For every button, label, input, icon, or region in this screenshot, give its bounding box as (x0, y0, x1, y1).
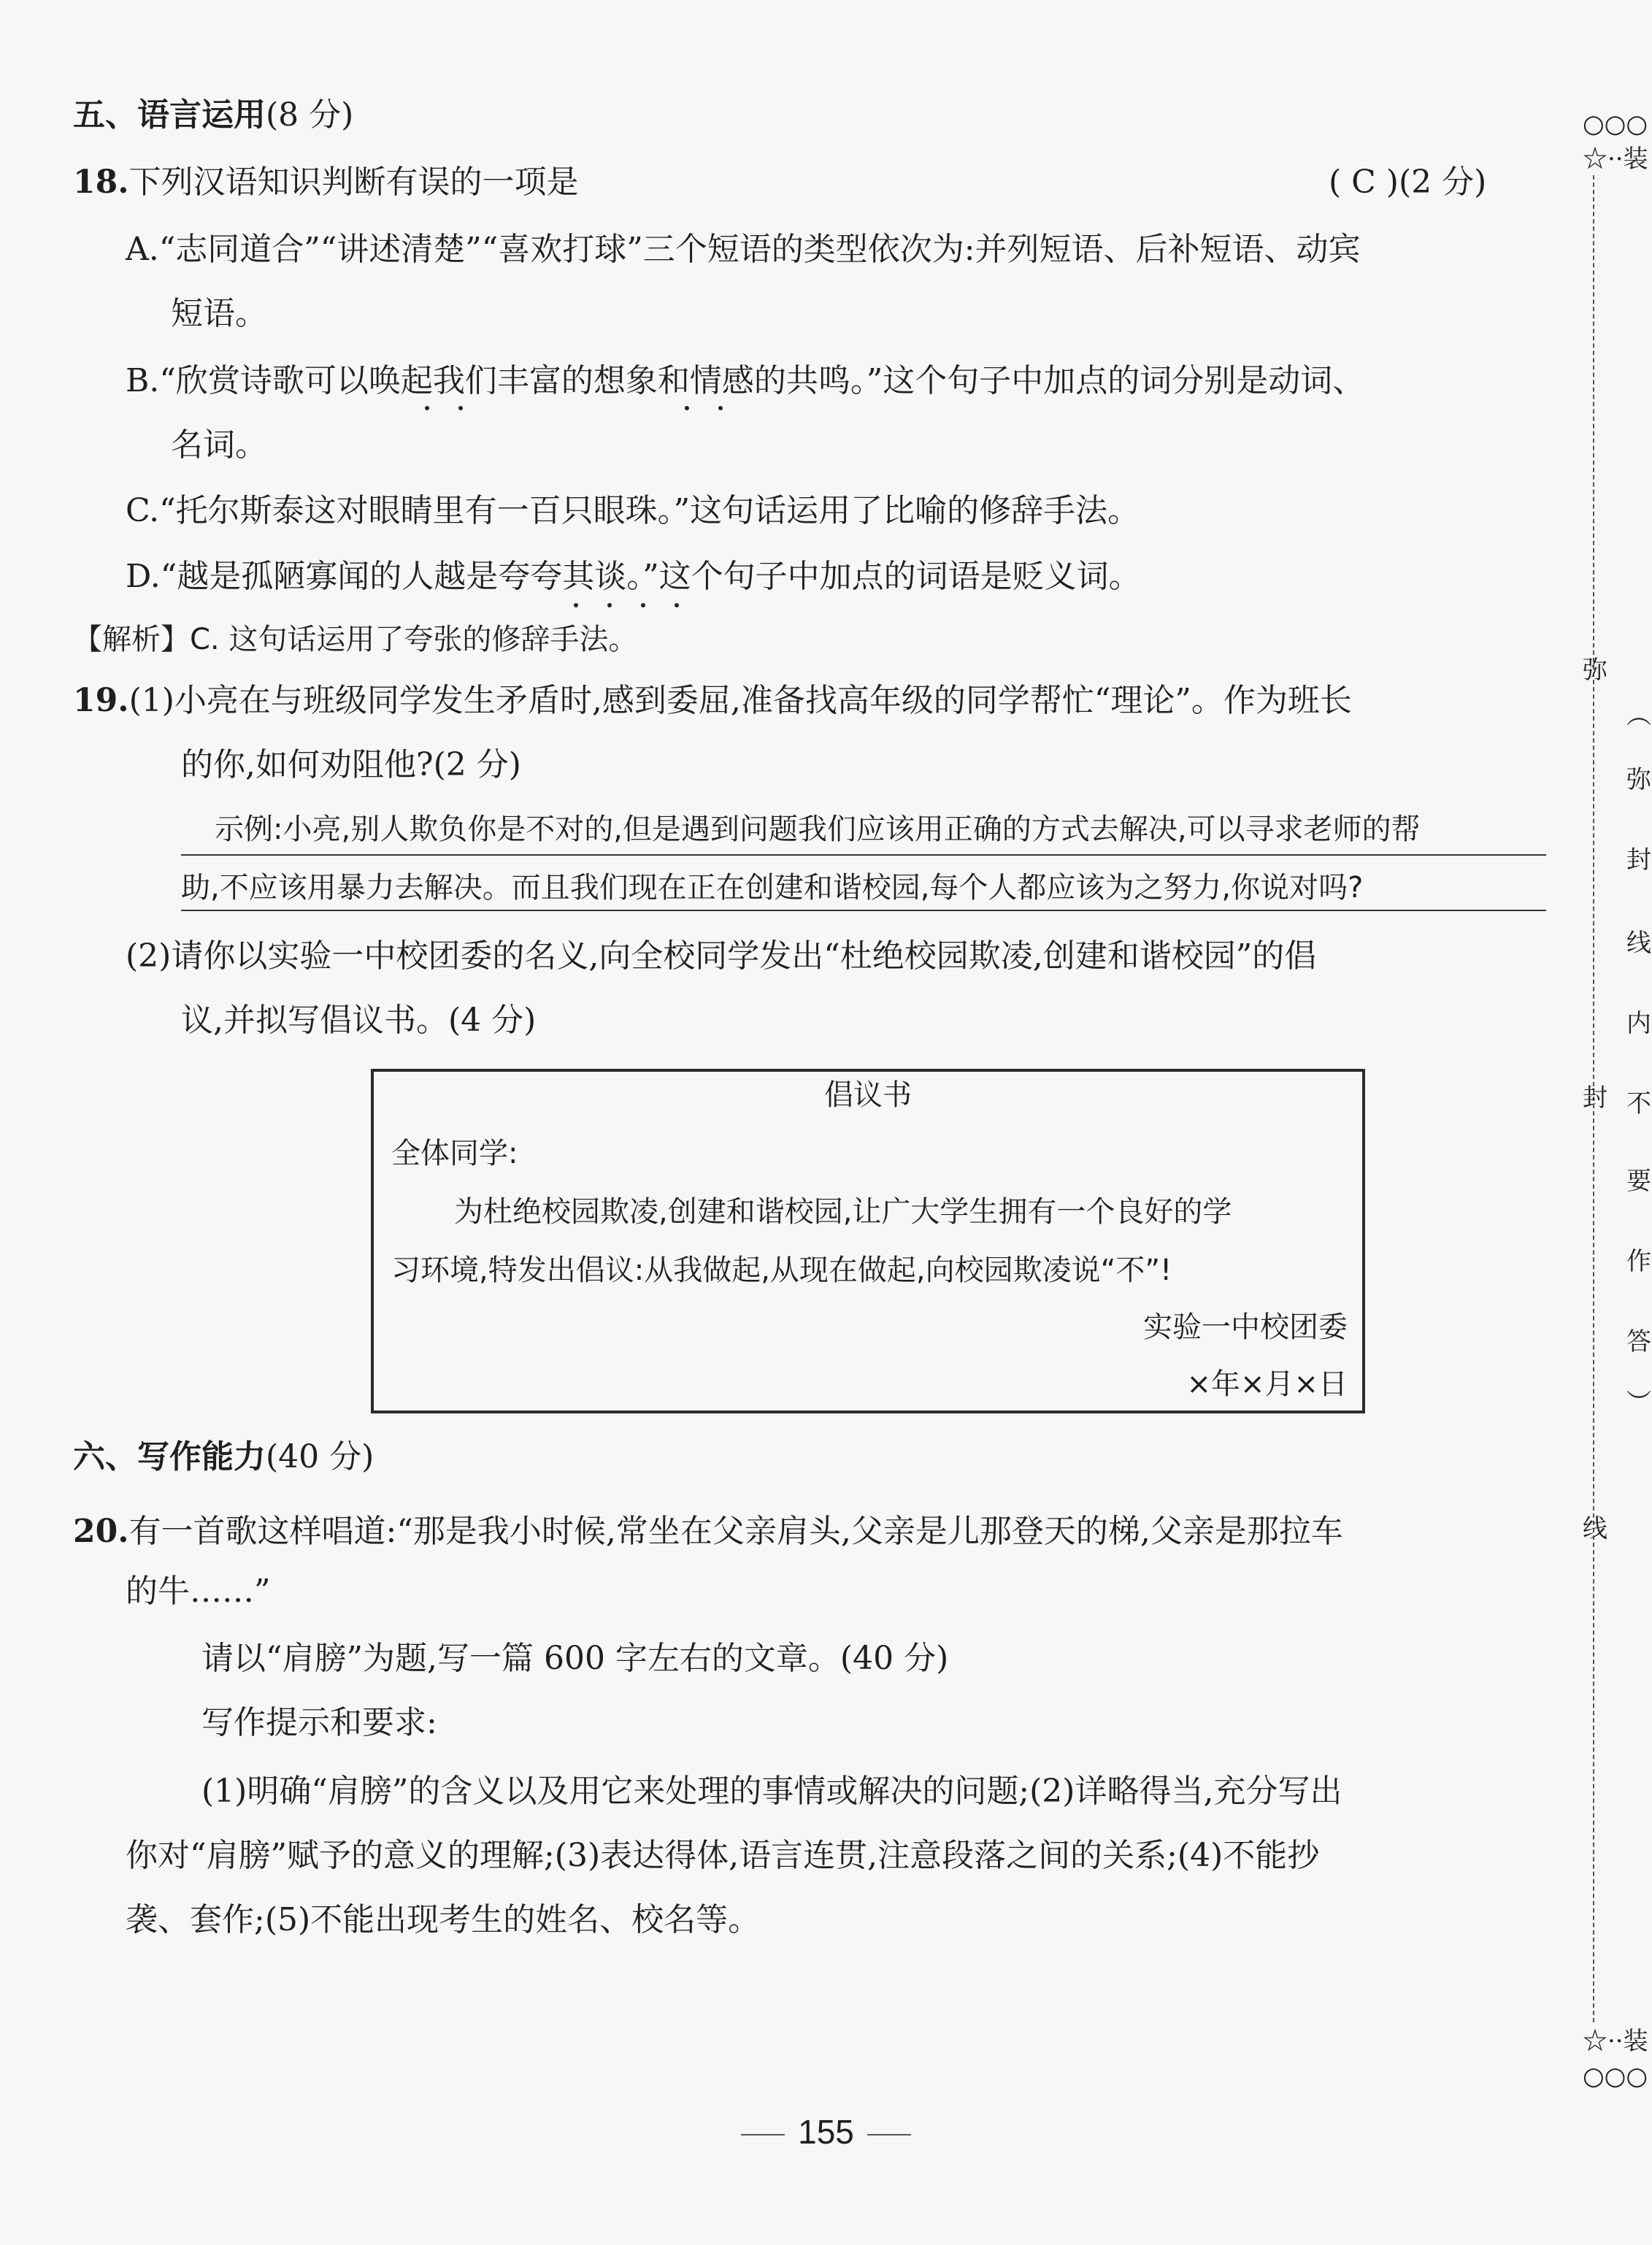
q20-tips-line1: (1)明确“肩膀”的含义以及用它来处理的事情或解决的问题;(2)详略得当,充分写出 (201, 1773, 1342, 1810)
binding-note-char: 作 (1626, 1247, 1651, 1276)
q20-line2: 的牛……” (126, 1573, 271, 1610)
proposal-signature: 实验一中校团委 (1143, 1310, 1348, 1344)
proposal-box (371, 1069, 1365, 1413)
q19-part1-text: (1)小亮在与班级同学发生矛盾时,感到委屈,准备找高年级的同学帮忙“理论”。作为班长 (128, 682, 1352, 719)
q18-option-a-line2: 短语。 (171, 295, 267, 332)
binding-circles-bottom: ○○○ (1583, 2062, 1648, 2091)
answer-underline (181, 854, 1546, 856)
page-number (0, 2110, 1652, 2154)
proposal-body-line2: 习环境,特发出倡议:从我做起,从现在做起,向校园欺凌说“不”! (391, 1254, 1172, 1287)
section6-score: (40 分) (266, 1438, 374, 1475)
q18-option-b-line1: B.“欣赏诗歌可以唤起我们丰富的想象和情感的共鸣。”这个句子中加点的词分别是动词、 (126, 362, 1365, 399)
q19-number: 19. (73, 682, 129, 719)
page-number-text: 155 (798, 2113, 854, 2151)
q18-stem-text: 下列汉语知识判断有误的一项是 (128, 164, 579, 201)
binding-note-char: 答 (1626, 1327, 1651, 1356)
emphasis-dot (425, 406, 429, 410)
binding-circles-top: ○○○ (1583, 110, 1648, 139)
binding-note-char: 要 (1626, 1167, 1651, 1196)
emphasis-dot (607, 603, 612, 607)
q20-tips-line3: 袭、套作;(5)不能出现考生的姓名、校名等。 (126, 1901, 761, 1938)
emphasis-dot (675, 603, 679, 607)
proposal-body-line1: 为杜绝校园欺凌,创建和谐校园,让广大学生拥有一个良好的学 (454, 1195, 1232, 1229)
q18-analysis: 【解析】C. 这句话运用了夸张的修辞手法。 (73, 623, 638, 656)
proposal-title: 倡议书 (824, 1078, 912, 1112)
binding-label-top: ☆··装 (1583, 145, 1648, 174)
page-number-dash (741, 2134, 785, 2135)
emphasis-dot (718, 406, 723, 410)
proposal-date: ×年×月×日 (1186, 1367, 1348, 1401)
q20-line1-text: 有一首歌这样唱道:“那是我小时候,常坐在父亲肩头,父亲是儿那登天的梯,父亲是那拉车 (128, 1513, 1343, 1550)
section5-heading (73, 93, 353, 137)
q18-stem (73, 161, 579, 204)
section5-score: (8 分) (266, 96, 354, 134)
q19-part2-line2: 议,并拟写倡议书。(4 分) (181, 1002, 537, 1039)
proposal-salutation: 全体同学: (391, 1137, 518, 1170)
binding-note-char: 弥 (1626, 765, 1651, 794)
q18-answer: ( C )(2 分) (1329, 164, 1487, 201)
q20-line1 (73, 1510, 1343, 1554)
q18-option-d: D.“越是孤陋寡闻的人越是夸夸其谈。”这个句子中加点的词语是贬义词。 (126, 558, 1141, 595)
binding-paren-open: ︵ (1626, 701, 1651, 730)
q18-number: 18. (73, 164, 129, 201)
answer-underline (181, 910, 1546, 911)
emphasis-dot (685, 406, 689, 410)
q18-option-a-line1: A.“志同道合”“讲述清楚”“喜欢打球”三个短语的类型依次为:并列短语、后补短语、动宾 (126, 231, 1361, 268)
q19-part2-line1: (2)请你以实验一中校团委的名义,向全校同学发出“杜绝校园欺凌,创建和谐校园”的倡 (126, 937, 1317, 975)
q19-part1-line2: 的你,如何劝阻他?(2 分) (181, 746, 521, 783)
binding-feng: 封 (1583, 1083, 1607, 1113)
binding-label-bottom: ☆··装 (1583, 2027, 1648, 2056)
q20-tips-line2: 你对“肩膀”赋予的意义的理解;(3)表达得体,语言连贯,注意段落之间的关系;(4)不能抄 (126, 1837, 1320, 1874)
binding-mi: 弥 (1583, 656, 1607, 685)
binding-note-char: 不 (1626, 1089, 1651, 1118)
binding-paren-close: ︶ (1626, 1389, 1651, 1418)
page-number-dash (867, 2134, 911, 2135)
binding-xian: 线 (1583, 1514, 1607, 1543)
q18-option-c: C.“托尔斯泰这对眼睛里有一百只眼珠。”这句话运用了比喻的修辞手法。 (126, 492, 1140, 529)
binding-note-char: 内 (1626, 1009, 1651, 1038)
section6-title: 六、写作能力 (73, 1438, 266, 1475)
section6-heading (73, 1435, 374, 1479)
emphasis-dot (458, 406, 463, 410)
emphasis-dot (574, 603, 578, 607)
q19-answer1-line2: 助,不应该用暴力去解决。而且我们现在正在创建和谐校园,每个人都应该为之努力,你说对吗? (181, 871, 1364, 905)
q20-tips-title: 写作提示和要求: (201, 1704, 437, 1741)
q19-answer1-line1: 示例:小亮,别人欺负你是不对的,但是遇到问题我们应该用正确的方式去解决,可以寻求老师的帮 (215, 813, 1421, 846)
emphasis-dot (641, 603, 645, 607)
q20-number: 20. (73, 1513, 129, 1550)
section5-title: 五、语言运用 (73, 96, 266, 134)
q19-part1-line1 (73, 679, 1352, 723)
q20-instruction: 请以“肩膀”为题,写一篇 600 字左右的文章。(40 分) (201, 1640, 949, 1677)
binding-note-char: 线 (1626, 929, 1651, 958)
binding-note-char: 封 (1626, 845, 1651, 875)
q18-option-b-line2: 名词。 (171, 426, 267, 464)
